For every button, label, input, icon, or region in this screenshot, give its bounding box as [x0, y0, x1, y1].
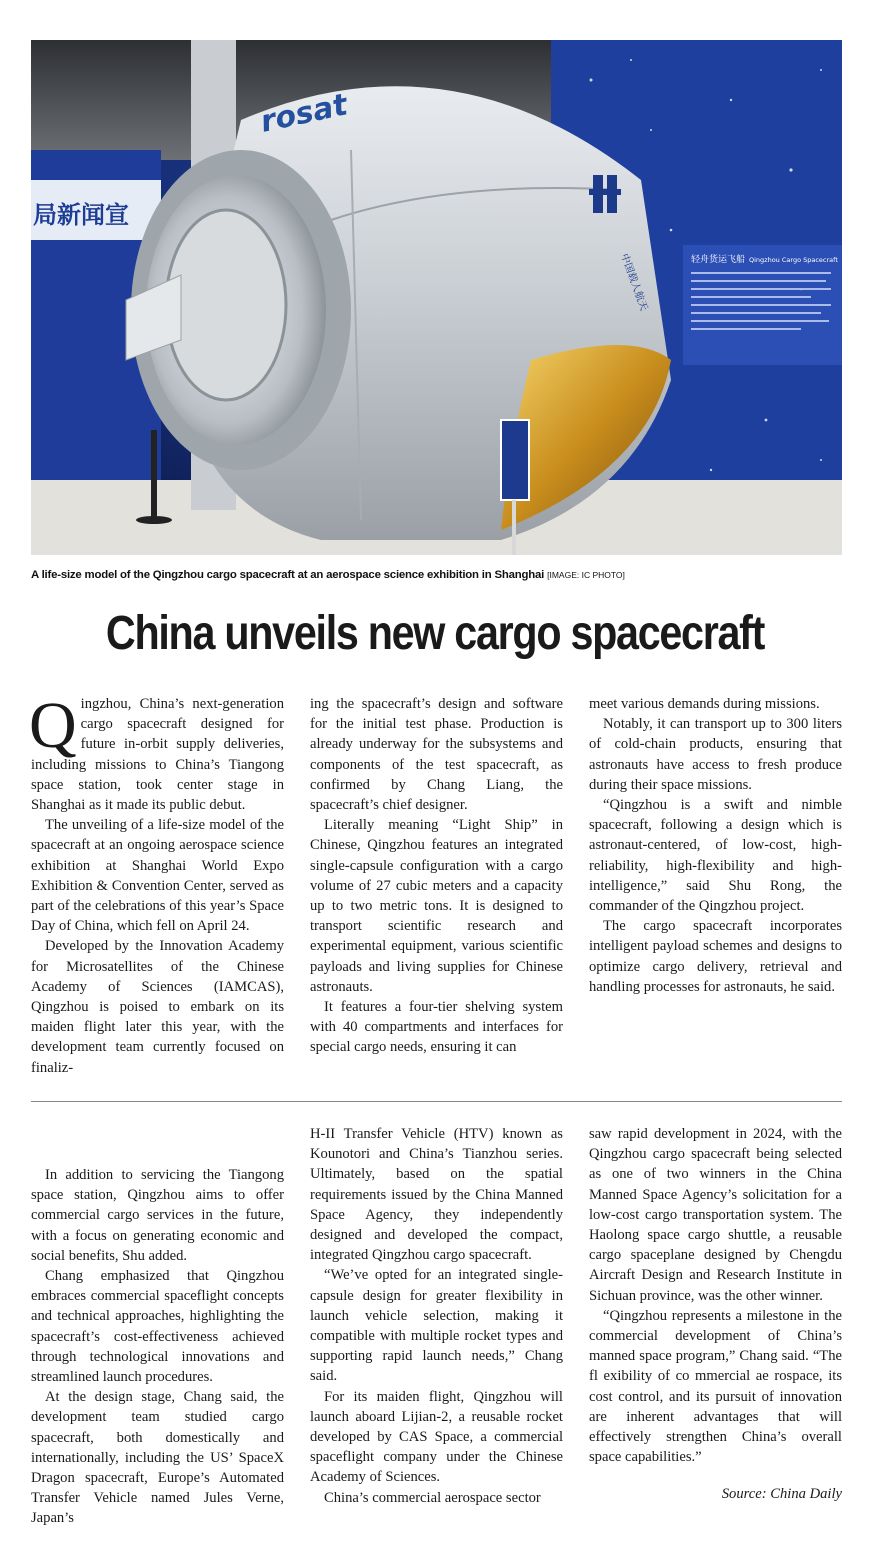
article-column-2 [310, 694, 563, 1058]
caption-credit: [IMAGE: IC PHOTO] [547, 570, 625, 580]
paragraph: Literally meaning “Light Ship” in Chinese, Qingzhou features an integrated single-capsule configuration with a cargo volume of 27 cubic meters and a capacity up to two metric tons. It is designed to transport scientific research and experimental equipment, various scientific payloads and living supplies for Chinese astronauts. [310, 817, 563, 995]
panel-title-en: Qingzhou Cargo Spacecraft [749, 256, 838, 264]
paragraph: At the design stage, Chang said, the development team studied cargo spacecraft, both domestically and internationally, including the US’ SpaceX Dragon spacecraft, Europe’s Automated Transfer Vehicle named Jules Verne, Japan’s [31, 1389, 284, 1527]
paragraph: It features a four-tier shelving system with 40 compartments and interfaces for special cargo needs, ensuring it can [310, 999, 563, 1056]
article-column-4 [31, 1165, 284, 1529]
source-credit: Source: China Daily [721, 1486, 842, 1502]
banner-text: 局新闻宣 [33, 201, 129, 229]
paragraph: Chang emphasized that Qingzhou embraces commercial spaceflight concepts and technical approaches, highlighting the spacecraft’s cost-effectiveness achieved through technological innovations and streamlined launch procedures. [31, 1268, 284, 1386]
drop-cap: Q [29, 689, 77, 762]
paragraph: ing the spacecraft’s design and software for the initial test phase. Production is already underway for the subsystems and components of the test spacecraft, as confirmed by Chang Liang, the spacecraft’s chief designer. [310, 696, 563, 814]
paragraph: For its maiden flight, Qingzhou will launch aboard Lijian-2, a reusable rocket developed by CAS Space, a commercial spaceflight company under the Chinese Academy of Sciences. [310, 1388, 563, 1486]
paragraph: saw rapid development in 2024, with the Qingzhou cargo spacecraft being selected as one of two winners in the China Manned Space Agency’s solicitation for a low-cost cargo transportation system. The Haolong space cargo shuttle, a reusable cargo spaceplane designed by Chengdu Aircraft Design and Research Institute in Sichuan province, was the other winner. [589, 1126, 842, 1304]
logo-text-cn: 中国载人航天 [618, 252, 650, 313]
photo-caption [31, 569, 851, 581]
paragraph: H-II Transfer Vehicle (HTV) known as Kounotori and China’s Tianzhou series. Ultimately, based on the spatial requirements issued by the China Manned Space Agency, they independently designed and developed the compact, integrated Qingzhou cargo spacecraft. [310, 1126, 563, 1264]
paragraph: “Qingzhou represents a milestone in the commercial development of China’s manned space program,” Chang said. “The fl exibility of co mmercial ae rospace, its cost control, and its pursuit of innovation are inherent advantages that will effectively strengthen China’s overall space capabilities.” [589, 1307, 842, 1466]
paragraph: Notably, it can transport up to 300 liters of cold-chain products, ensuring that astronauts have access to fresh produce during their space missions. [589, 716, 842, 793]
panel-title-cn: 轻舟货运飞船 [691, 255, 746, 265]
paragraph: Developed by the Innovation Academy for Microsatellites of the Chinese Academy of Sciences (IAMCAS), Qingzhou is poised to embark on its maiden flight later this year, with the development team currently focused on finaliz- [31, 938, 284, 1076]
headline: China unveils new cargo spacecraft [105, 607, 765, 660]
article-column-6 [589, 1124, 842, 1467]
paragraph: “We’ve opted for an integrated single-capsule design for greater flexibility in launch vehicle selection, making it compatible with multiple rocket types and supporting rapid launch needs,” Chang said. [310, 1267, 563, 1385]
spacecraft-photo [31, 40, 842, 555]
article-column-3 [589, 694, 842, 997]
paragraph: The unveiling of a life-size model of the spacecraft at an ongoing aerospace science exhibition at Shanghai World Expo Exhibition & Convention Center, served as part of the celebrations of this year’s Space Day of China, which fell on April 24. [31, 817, 284, 935]
article-column-5 [310, 1124, 563, 1508]
paragraph: “Qingzhou is a swift and nimble spacecraft, following a design which is astronaut-centered, of low-cost, high-reliability, high-flexibility and high-intelligence,” said Shu Rong, the commander of the Qingzhou project. [589, 797, 842, 915]
paragraph: In addition to servicing the Tiangong space station, Qingzhou aims to offer commercial cargo services in the future, with a focus on generating economic and social benefits, Shu added. [31, 1167, 284, 1264]
caption-text: A life-size model of the Qingzhou cargo spacecraft at an aerospace science exhibition in Shanghai [31, 569, 545, 581]
paragraph: Qingzhou, China’s next-generation cargo spacecraft designed for future in-orbit supply deliveries, including missions to China’s Tiangong space station, took center stage in Shanghai as it made its public debut. [29, 689, 284, 814]
paragraph: The cargo spacecraft incorporates intelligent payload schemes and designs to optimize cargo delivery, retrieval and handling processes for astronauts, he said. [589, 918, 842, 995]
paragraph: meet various demands during missions. [589, 696, 820, 712]
section-divider [31, 1101, 842, 1102]
model-brand: rosat [257, 87, 351, 140]
article-column-1 [29, 689, 284, 1078]
paragraph: China’s commercial aerospace sector [324, 1489, 541, 1506]
